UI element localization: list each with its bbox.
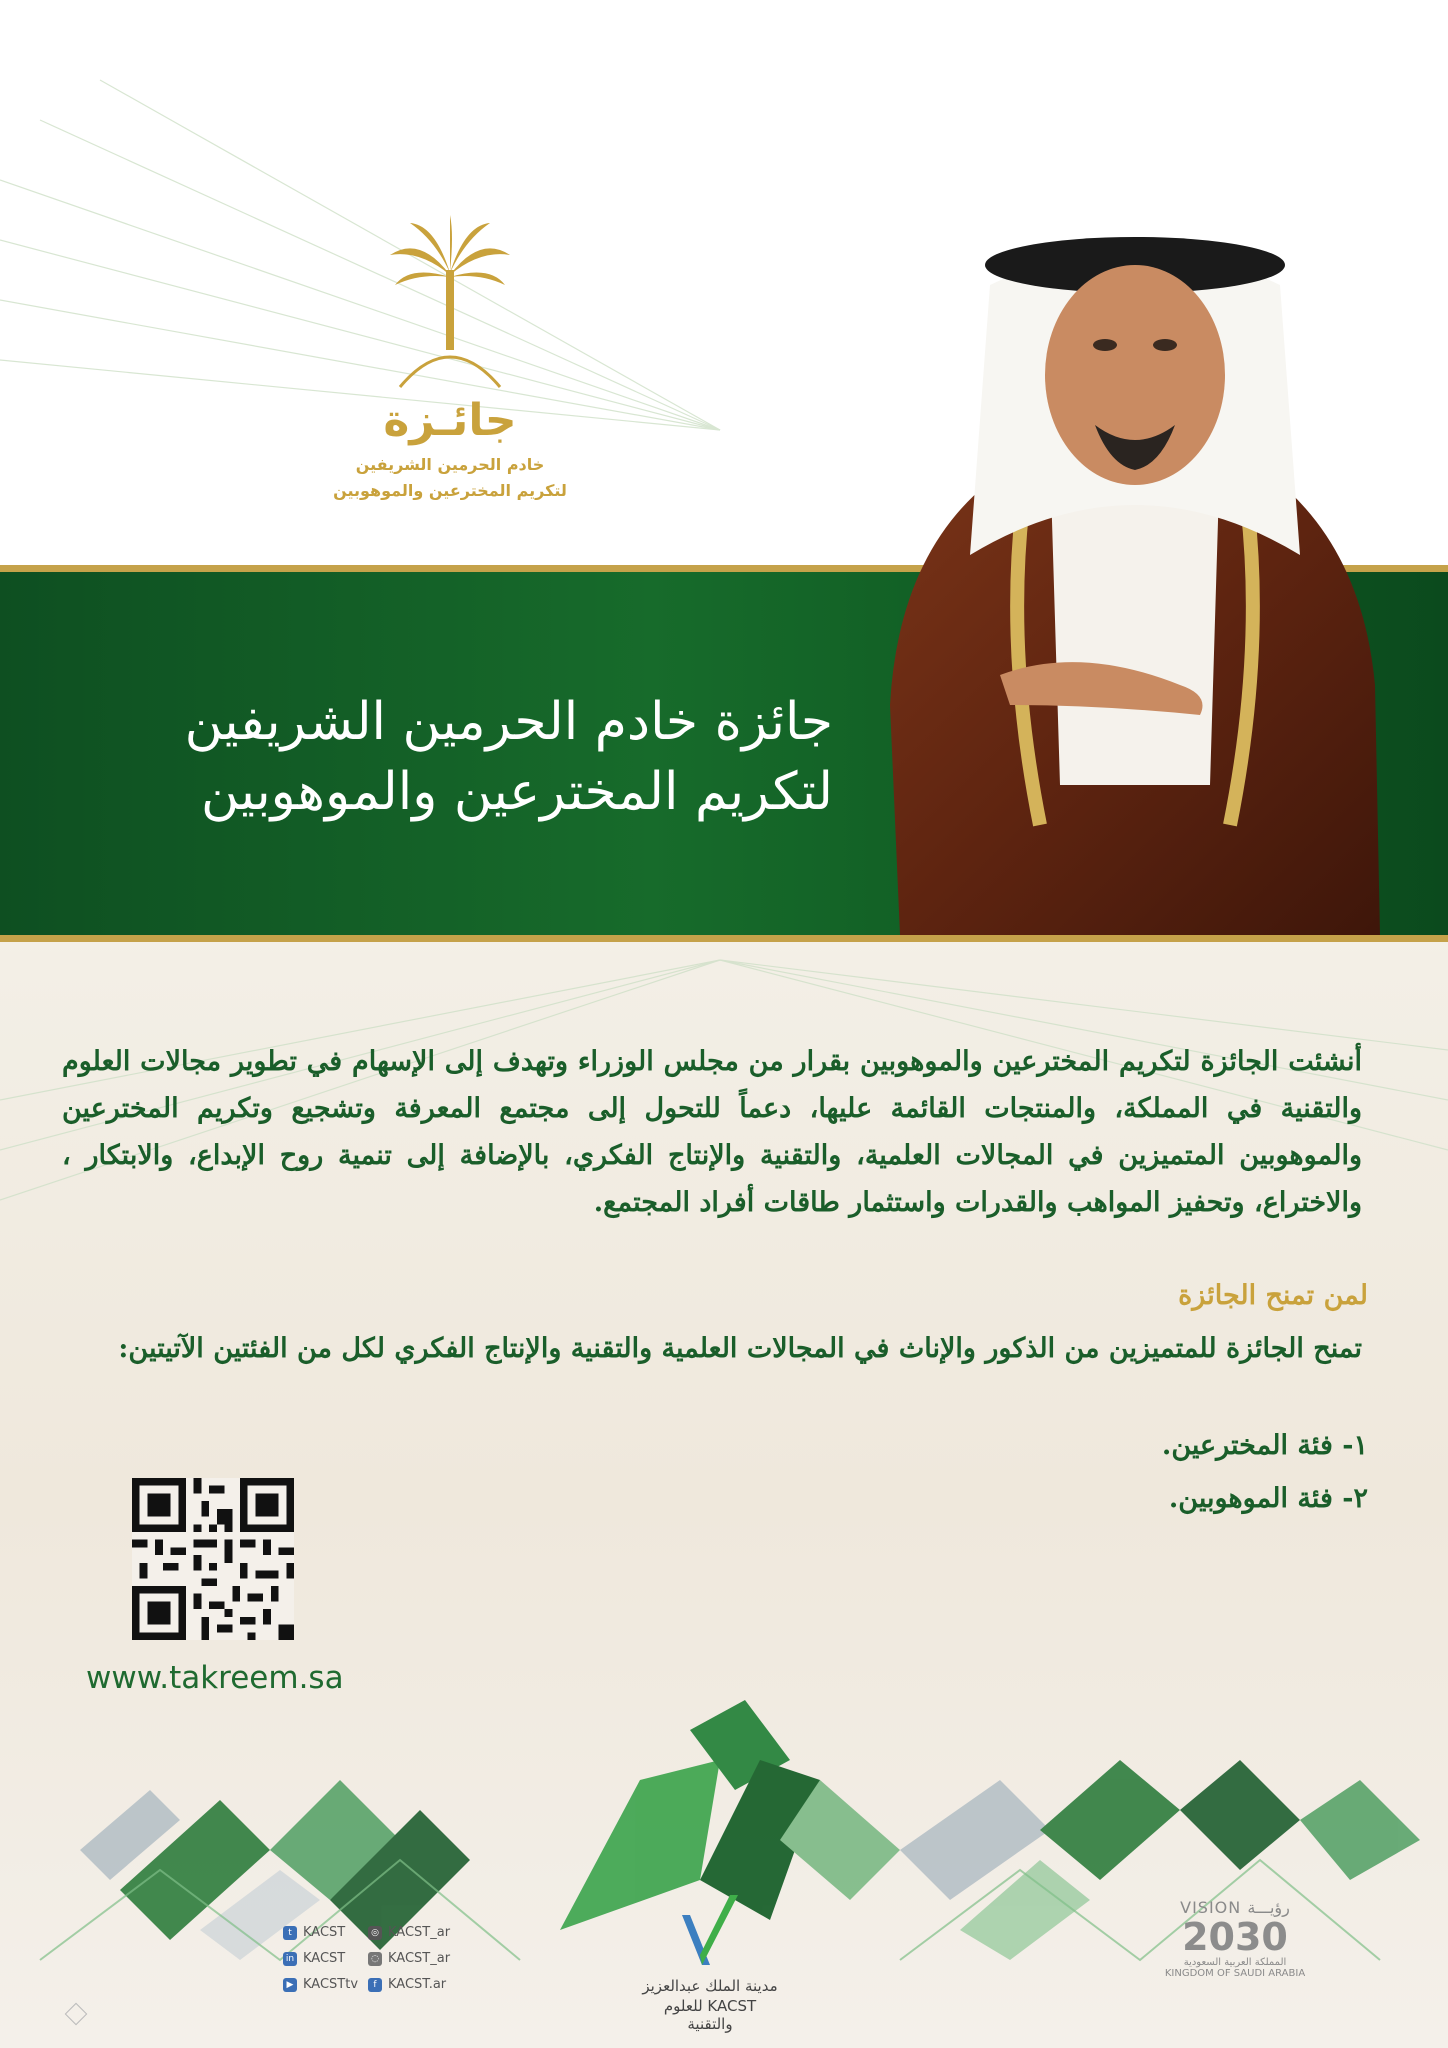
vision-year: 2030 <box>1182 1915 1288 1959</box>
twitter-handle[interactable] <box>283 1925 345 1940</box>
qr-code[interactable] <box>132 1478 294 1640</box>
website-link[interactable]: www.takreem.sa <box>86 1660 344 1696</box>
instagram-handle[interactable] <box>368 1925 450 1940</box>
section-body: تمنح الجائزة للمتميزين من الذكور والإناث في المجالات العلمية والتقنية والإنتاج الفكري لكل من الفئتين الآتيتين: <box>118 1333 1362 1364</box>
linkedin-handle[interactable] <box>283 1951 345 1966</box>
king-portrait <box>880 225 1385 935</box>
facebook-icon: f <box>368 1978 382 1992</box>
vision-label: VISION رؤيـــة <box>1180 1898 1290 1917</box>
snapchat-handle[interactable] <box>368 1951 450 1966</box>
kacst-name-line-2: KACST للعلوم والتقنية <box>663 1997 757 2033</box>
snapchat-label: KACST_ar <box>388 1951 451 1966</box>
twitter-label: KACST <box>303 1925 346 1940</box>
instagram-icon: ◎ <box>368 1926 382 1940</box>
palm-tree-icon <box>380 215 520 390</box>
vision-2030-logo <box>1160 1898 1310 2038</box>
linkedin-label: KACST <box>303 1951 346 1966</box>
kacst-name-line-1: مدينة الملك عبدالعزيز <box>642 1977 778 1995</box>
twitter-icon: t <box>283 1926 297 1940</box>
facebook-label: KACST.ar <box>388 1977 447 1992</box>
vision-country-ar: المملكة العربية السعودية <box>1183 1957 1287 1968</box>
youtube-label: KACSTtv <box>303 1977 359 1992</box>
category-item-inventors: ١- فئة المخترعين. <box>1161 1430 1368 1461</box>
banner-title-line-1: جائزة خادم الحرمين الشريفين <box>184 692 833 752</box>
instagram-label: KACST_ar <box>388 1925 451 1940</box>
award-logo <box>320 215 580 515</box>
snapchat-icon: ◌ <box>368 1952 382 1966</box>
logo-line-2: لتكريم المخترعين والموهوبين <box>333 481 567 500</box>
vision-country-en: KINGDOM OF SAUDI ARABIA <box>1164 1968 1306 1979</box>
section-heading: لمن تمنح الجائزة <box>1178 1280 1368 1311</box>
category-item-talented: ٢- فئة الموهوبين. <box>1168 1483 1368 1514</box>
kacst-logo <box>640 1895 780 2035</box>
youtube-handle[interactable] <box>283 1977 358 1992</box>
intro-paragraph: أنشئت الجائزة لتكريم المخترعين والموهوبين بقرار من مجلس الوزراء وتهدف إلى الإسهام في تطوير مجالات العلوم والتقنية في المملكة، والمنتجات القائمة عليها، دعماً للتحول إلى مجتمع المعرفة وتشجيع وتكريم المخترعين والموهوبين المتميزين في المجالات العلمية، والتقنية والإنتاج الفكري، بالإضافة إلى تنمية روح الإبداع، والابتكار ، والاختراع، وتحفيز المواهب والقدرات واستثمار طاقات أفراد المجتمع. <box>62 1046 1362 1218</box>
banner-title-line-2: لتكريم المخترعين والموهوبين <box>200 762 833 822</box>
youtube-icon: ▶ <box>283 1978 297 1992</box>
logo-line-1: خادم الحرمين الشريفين <box>355 455 545 474</box>
logo-word: جائـزة <box>383 395 517 446</box>
kacst-check-icon <box>680 1895 740 1975</box>
linkedin-icon: in <box>283 1952 297 1966</box>
banner-title <box>73 687 833 827</box>
social-handles <box>283 1925 483 2035</box>
facebook-handle[interactable] <box>368 1977 446 1992</box>
